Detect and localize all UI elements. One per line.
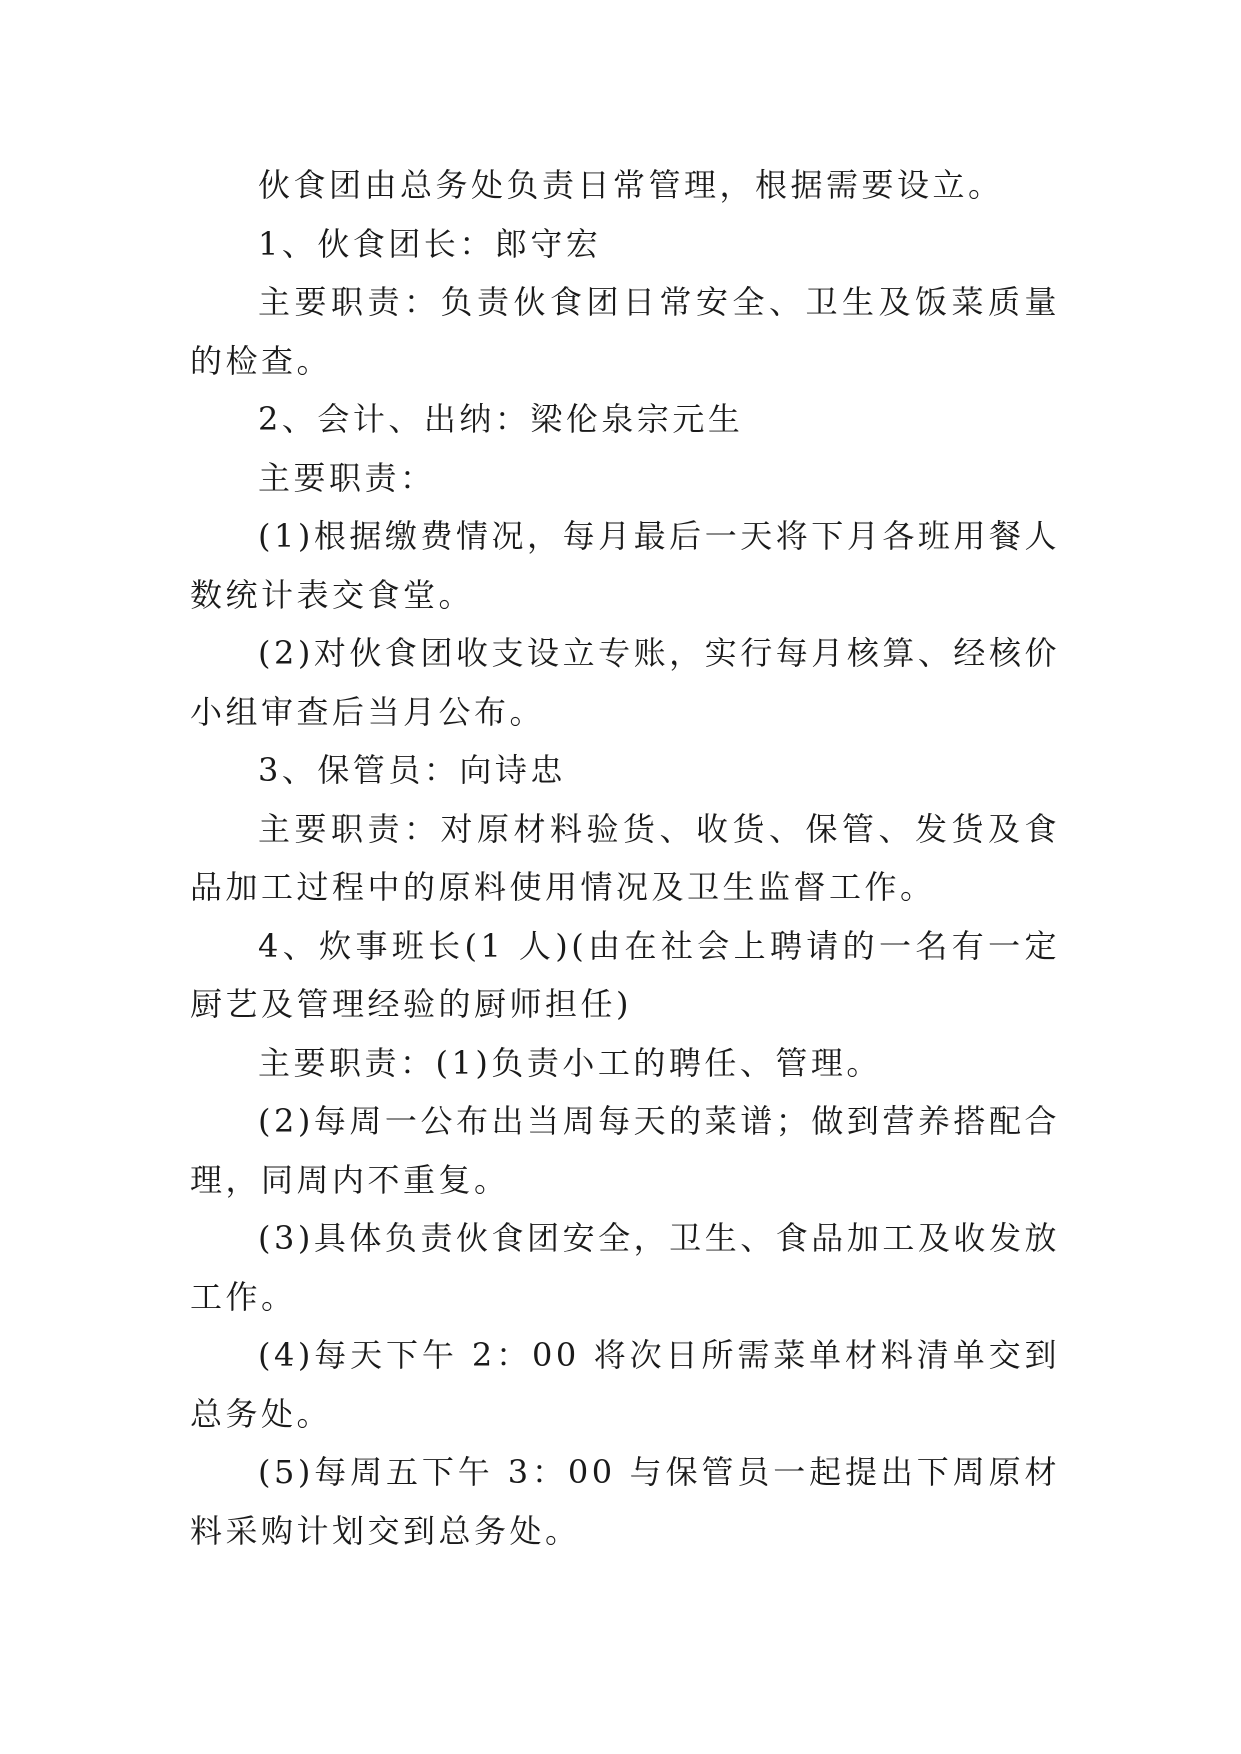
paragraph-cook-duty-1: 主要职责：(1)负责小工的聘任、管理。	[258, 1043, 882, 1082]
paragraph-storekeeper: 3、保管员：向诗忠	[258, 751, 566, 789]
paragraph-intro: 伙食团由总务处负责日常管理，根据需要设立。	[258, 166, 1004, 204]
document-body	[190, 156, 1060, 1560]
paragraph-mess-head: 1、伙食团长：郎守宏	[258, 224, 602, 263]
paragraph-storekeeper-duty: 主要职责：对原材料验货、收货、保管、发货及食品加工过程中的原料使用情况及卫生监督工作。	[190, 809, 1060, 906]
paragraph-cook-duty-4: (4)每天下午 2：00 将次日所需菜单材料清单交到总务处。	[190, 1336, 1060, 1433]
paragraph-accountant-duty-1: (1)根据缴费情况，每月最后一天将下月各班用餐人数统计表交食堂。	[190, 517, 1060, 614]
paragraph-accountant-duty-label: 主要职责：	[258, 458, 436, 497]
paragraph-accountant-duty-2: (2)对伙食团收支设立专账，实行每月核算、经核价小组审查后当月公布。	[190, 634, 1060, 731]
paragraph-cook-leader: 4、炊事班长(1 人)(由在社会上聘请的一名有一定厨艺及管理经验的厨师担任)	[190, 926, 1060, 1023]
paragraph-cook-duty-3: (3)具体负责伙食团安全，卫生、食品加工及收发放工作。	[190, 1219, 1060, 1316]
paragraph-cook-duty-2: (2)每周一公布出当周每天的菜谱；做到营养搭配合理，同周内不重复。	[190, 1102, 1060, 1199]
paragraph-cook-duty-5: (5)每周五下午 3：00 与保管员一起提出下周原材料采购计划交到总务处。	[190, 1453, 1060, 1550]
paragraph-mess-head-duty: 主要职责：负责伙食团日常安全、卫生及饭菜质量的检查。	[190, 283, 1060, 380]
paragraph-accountant: 2、会计、出纳：梁伦泉宗元生	[258, 400, 744, 438]
